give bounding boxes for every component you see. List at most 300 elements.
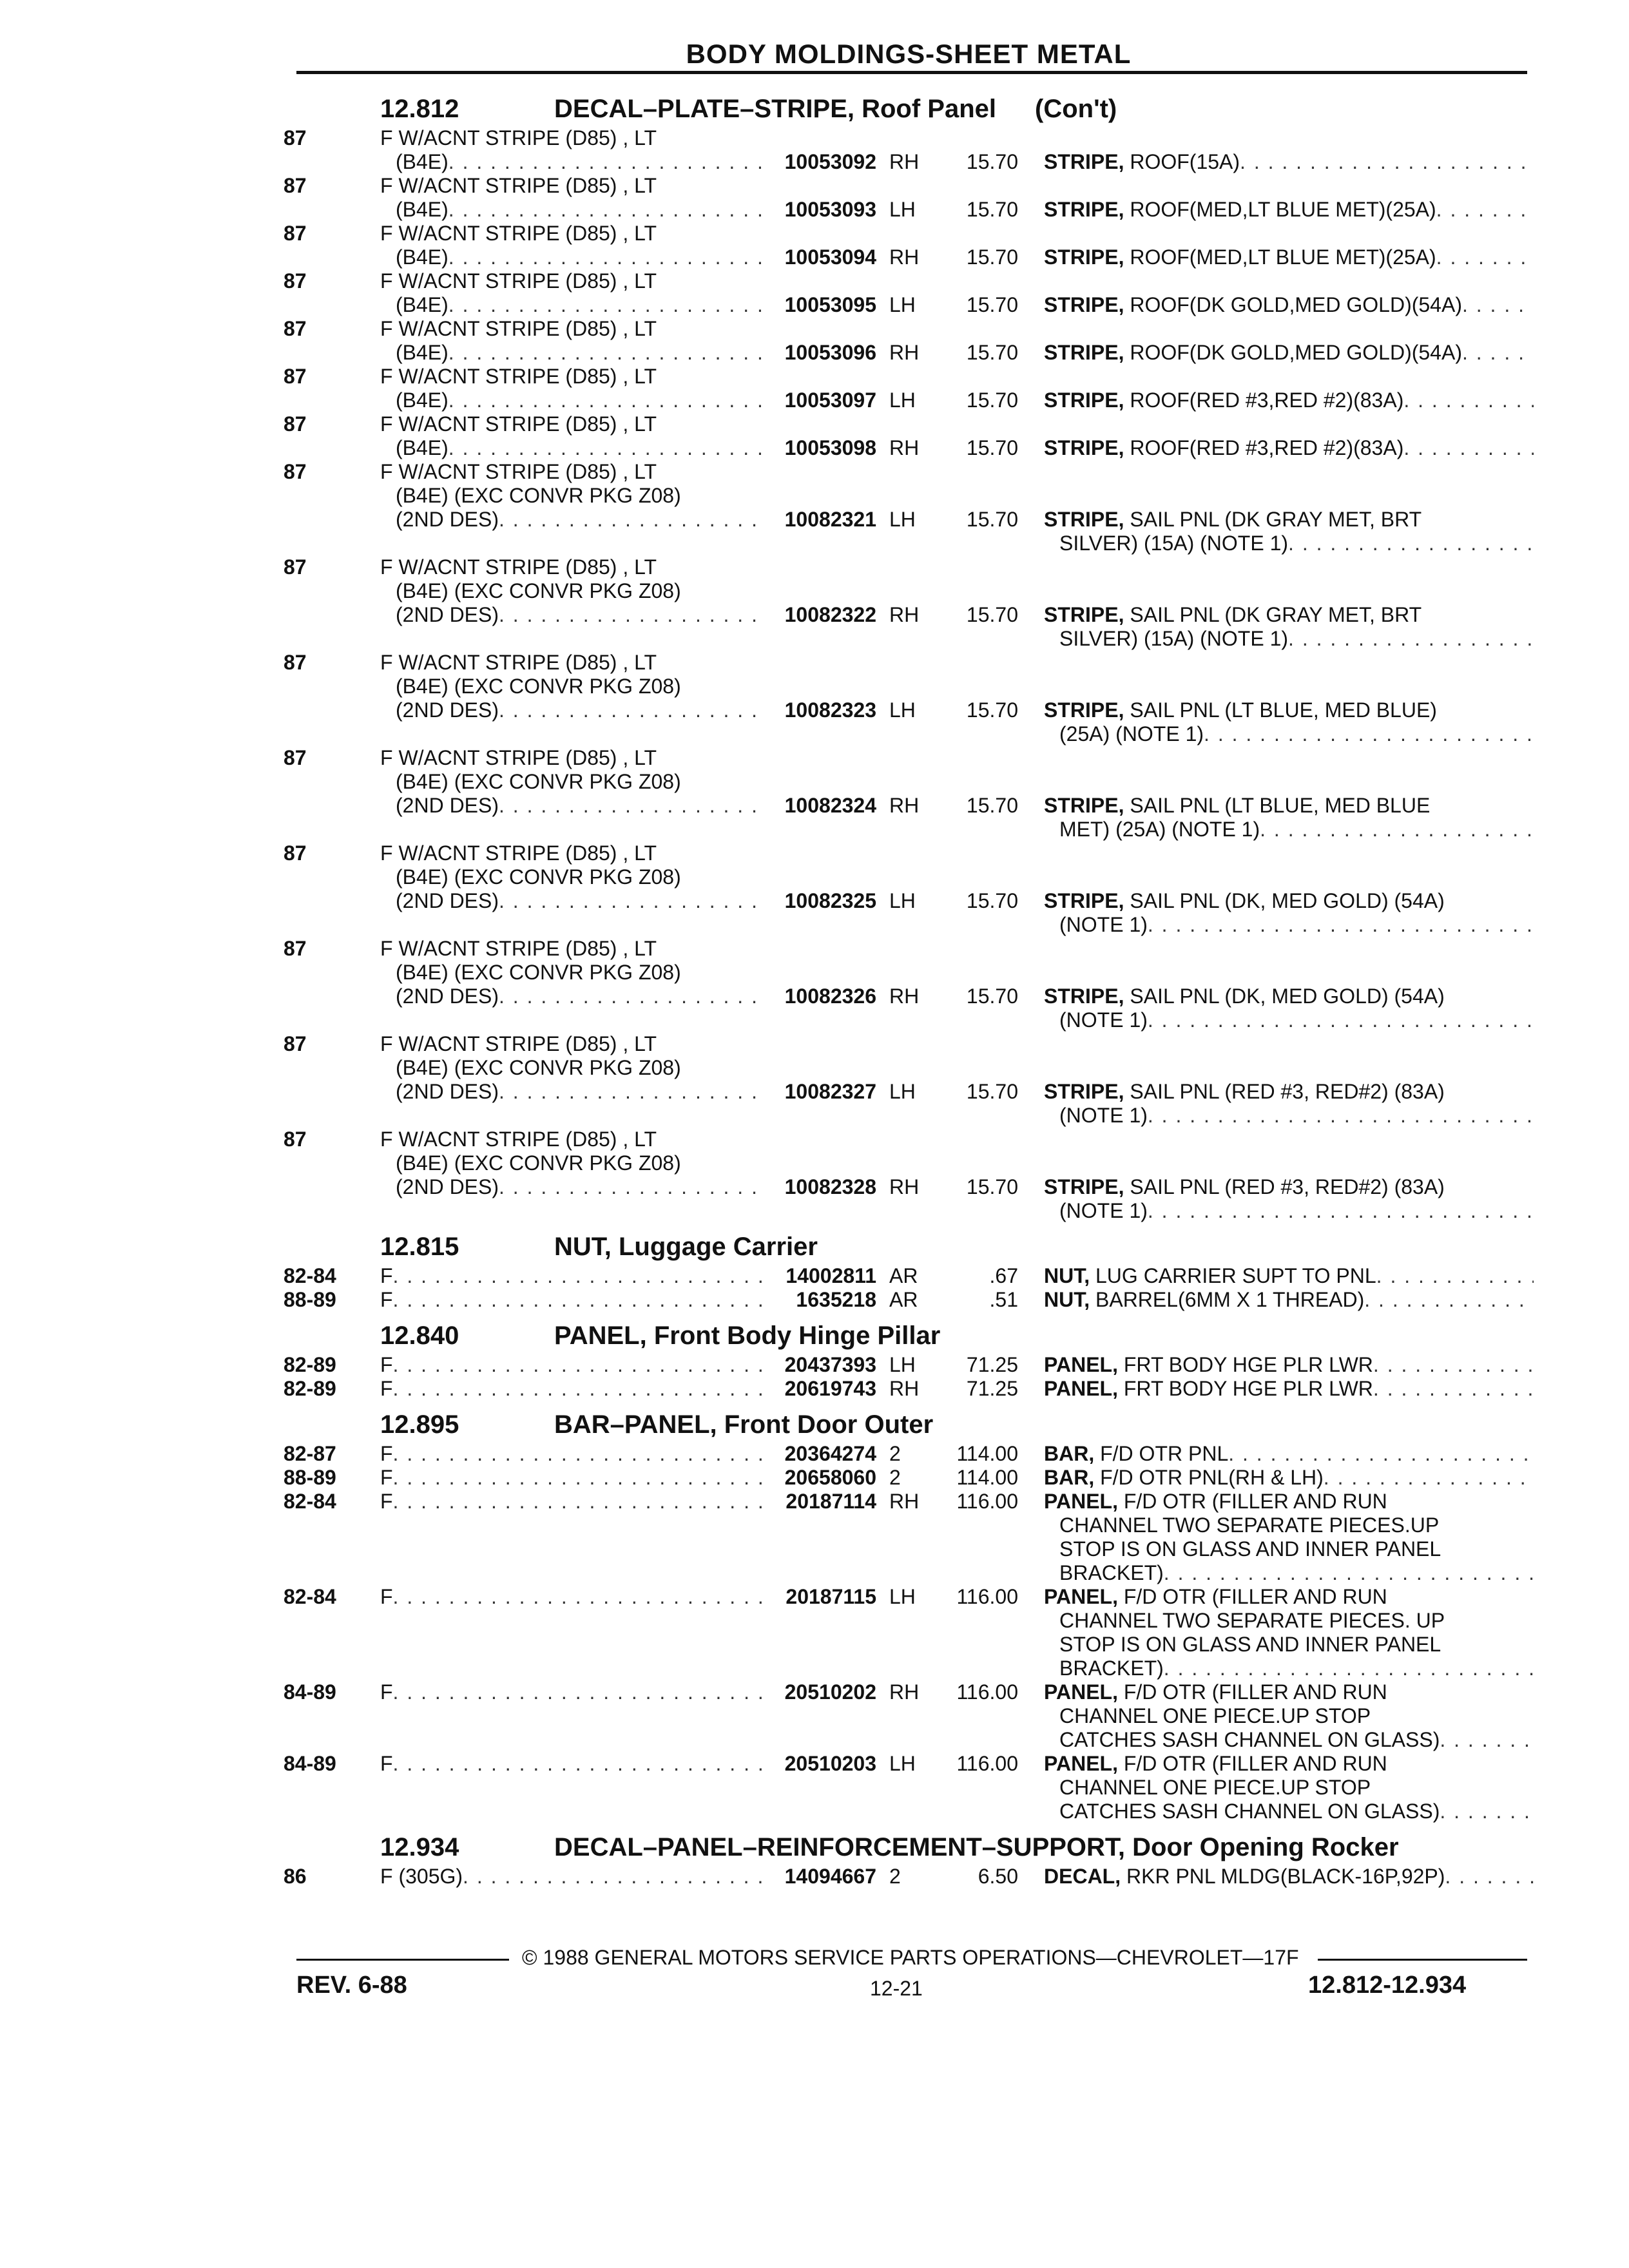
description-text: (B4E) xyxy=(396,198,448,221)
quantity: RH xyxy=(889,1377,920,1400)
item-text: (NOTE 1) xyxy=(1059,913,1148,936)
price: 114.00 xyxy=(956,1466,1018,1489)
section-header xyxy=(284,1223,1534,1264)
item-text: CATCHES SASH CHANNEL ON GLASS) xyxy=(1059,1728,1440,1751)
description-line xyxy=(380,1752,767,1776)
description-text: (B4E) xyxy=(396,389,448,412)
quantity: RH xyxy=(889,150,920,173)
leader-dots xyxy=(1403,436,1534,460)
price: 15.70 xyxy=(966,603,1018,626)
leader-dots xyxy=(448,150,767,174)
item-line xyxy=(1044,1104,1534,1128)
price: 15.70 xyxy=(966,1080,1018,1103)
quantity: 2 xyxy=(889,1865,901,1888)
footer-rule-right xyxy=(1318,1959,1527,1961)
application-description xyxy=(380,126,767,174)
application-description xyxy=(380,1128,767,1223)
description-text: (B4E) (EXC CONVR PKG Z08) xyxy=(396,675,681,698)
space xyxy=(1094,1442,1100,1466)
item-line xyxy=(1044,1609,1534,1633)
leader-dots xyxy=(448,436,767,460)
item-line xyxy=(1044,1776,1534,1800)
application-description xyxy=(380,1865,767,1888)
part-number: 14094667 xyxy=(784,1865,876,1888)
item-noun: STRIPE, xyxy=(1044,1080,1124,1103)
description-text: (B4E) (EXC CONVR PKG Z08) xyxy=(396,961,681,984)
leader-dots xyxy=(499,985,767,1008)
item-line xyxy=(1044,245,1534,269)
item-line xyxy=(1044,698,1534,722)
item-line xyxy=(1044,198,1534,222)
space xyxy=(1124,293,1130,317)
leader-dots xyxy=(1324,1466,1534,1490)
item-description xyxy=(1044,365,1534,412)
description-line xyxy=(380,1080,767,1104)
part-number: 20658060 xyxy=(784,1466,876,1489)
description-text: F W/ACNT STRIPE (D85) , LT xyxy=(380,651,657,674)
part-number: 14002811 xyxy=(786,1264,876,1287)
leader-dots xyxy=(499,1080,767,1104)
item-text: ROOF(DK GOLD,MED GOLD)(54A) xyxy=(1130,293,1462,316)
model-years: 87 xyxy=(284,937,307,960)
title-rule xyxy=(296,71,1527,74)
model-years: 87 xyxy=(284,555,307,579)
item-noun: STRIPE, xyxy=(1044,293,1124,316)
table-row xyxy=(284,412,1534,460)
table-row xyxy=(284,317,1534,365)
space xyxy=(1124,1175,1130,1199)
leader-dots xyxy=(393,1490,767,1514)
description-text: (2ND DES) xyxy=(396,1080,499,1103)
leader-dots xyxy=(499,698,767,722)
footer-page-number: 12-21 xyxy=(870,1977,923,2000)
leader-dots xyxy=(1228,1442,1534,1466)
space xyxy=(1124,341,1130,365)
model-years: 87 xyxy=(284,317,307,340)
page-title: BODY MOLDINGS-SHEET METAL xyxy=(686,39,1132,69)
part-number: 10082323 xyxy=(784,698,876,722)
item-description xyxy=(1044,841,1534,937)
description-text: F W/ACNT STRIPE (D85) , LT xyxy=(380,222,657,245)
model-years: 82-89 xyxy=(284,1353,336,1376)
description-text: F (305G) xyxy=(380,1865,463,1888)
section-header xyxy=(284,1312,1534,1353)
section-number: 12.812 xyxy=(380,95,459,123)
description-text: (B4E) (EXC CONVR PKG Z08) xyxy=(396,865,681,889)
description-text: F W/ACNT STRIPE (D85) , LT xyxy=(380,412,657,436)
description-text: (2ND DES) xyxy=(396,603,499,626)
price: 15.70 xyxy=(966,985,1018,1008)
section-number: 12.895 xyxy=(380,1410,459,1439)
item-description xyxy=(1044,1377,1534,1401)
description-text: F W/ACNT STRIPE (D85) , LT xyxy=(380,269,657,293)
table-row xyxy=(284,126,1534,174)
description-text: (B4E) (EXC CONVR PKG Z08) xyxy=(396,1056,681,1079)
table-row xyxy=(284,1865,1534,1888)
price: 116.00 xyxy=(956,1490,1018,1513)
model-years: 87 xyxy=(284,126,307,149)
part-number: 10082324 xyxy=(784,794,876,817)
item-description xyxy=(1044,460,1534,555)
item-line xyxy=(1044,722,1534,746)
application-description xyxy=(380,1680,767,1752)
model-years: 88-89 xyxy=(284,1466,336,1489)
description-text: (B4E) xyxy=(396,293,448,316)
item-text: ROOF(MED,LT BLUE MET)(25A) xyxy=(1130,198,1436,221)
footer-rule-left xyxy=(296,1959,509,1961)
leader-dots xyxy=(448,245,767,269)
quantity: LH xyxy=(889,198,916,221)
description-text: (B4E) (EXC CONVR PKG Z08) xyxy=(396,1151,681,1175)
space xyxy=(1118,1585,1124,1609)
leader-dots xyxy=(393,1377,767,1401)
description-line xyxy=(380,508,767,532)
item-text: CATCHES SASH CHANNEL ON GLASS) xyxy=(1059,1800,1440,1823)
model-years: 87 xyxy=(284,746,307,769)
quantity: LH xyxy=(889,1353,916,1376)
price: 6.50 xyxy=(978,1865,1018,1888)
table-row xyxy=(284,1680,1534,1752)
model-years: 82-84 xyxy=(284,1490,336,1513)
item-noun: STRIPE, xyxy=(1044,198,1124,221)
section-title-text: DECAL–PANEL–REINFORCEMENT–SUPPORT, Door Opening Rocker xyxy=(554,1833,1399,1861)
description-text: (2ND DES) xyxy=(396,1175,499,1198)
item-noun: STRIPE, xyxy=(1044,508,1124,531)
item-noun: STRIPE, xyxy=(1044,794,1124,817)
section-title-text: NUT, Luggage Carrier xyxy=(554,1233,818,1261)
part-number: 10082326 xyxy=(784,985,876,1008)
description-text: F W/ACNT STRIPE (D85) , LT xyxy=(380,1032,657,1055)
description-line xyxy=(380,1288,767,1312)
description-text: F xyxy=(380,1288,393,1311)
table-row xyxy=(284,841,1534,937)
price: 15.70 xyxy=(966,341,1018,364)
leader-dots xyxy=(1376,1264,1534,1288)
item-noun: PANEL, xyxy=(1044,1585,1118,1608)
part-number: 10053097 xyxy=(784,389,876,412)
item-line xyxy=(1044,1865,1534,1888)
section-header xyxy=(284,1401,1534,1442)
section-title xyxy=(554,95,1534,124)
item-description xyxy=(1044,1353,1534,1377)
item-noun: DECAL, xyxy=(1044,1865,1121,1888)
description-text: F W/ACNT STRIPE (D85) , LT xyxy=(380,555,657,579)
part-number: 20510203 xyxy=(784,1752,876,1775)
description-line xyxy=(380,603,767,627)
description-text: F W/ACNT STRIPE (D85) , LT xyxy=(380,317,657,340)
item-noun: STRIPE, xyxy=(1044,985,1124,1008)
application-description xyxy=(380,365,767,412)
quantity: RH xyxy=(889,1680,920,1704)
item-noun: BAR, xyxy=(1044,1466,1095,1489)
footer-revision: REV. 6-88 xyxy=(296,1972,407,1999)
item-description xyxy=(1044,1264,1534,1288)
model-years: 87 xyxy=(284,412,307,436)
item-noun: STRIPE, xyxy=(1044,698,1124,722)
part-number: 10053094 xyxy=(784,245,876,269)
item-text: STOP IS ON GLASS AND INNER PANEL xyxy=(1059,1633,1441,1656)
application-description xyxy=(380,1752,767,1823)
model-years: 87 xyxy=(284,269,307,293)
space xyxy=(1094,1466,1100,1490)
item-line xyxy=(1044,293,1534,317)
leader-dots xyxy=(393,1442,767,1466)
part-number: 10053096 xyxy=(784,341,876,364)
price: 116.00 xyxy=(956,1680,1018,1704)
application-description xyxy=(380,1288,767,1312)
price: 15.70 xyxy=(966,293,1018,316)
part-number: 20187114 xyxy=(786,1490,876,1513)
section-title xyxy=(554,1410,1534,1439)
section-header xyxy=(284,1823,1534,1865)
item-noun: PANEL, xyxy=(1044,1377,1118,1400)
description-text: (2ND DES) xyxy=(396,794,499,817)
description-line xyxy=(380,1680,767,1704)
price: 15.70 xyxy=(966,436,1018,459)
space xyxy=(1124,698,1130,722)
part-number: 10082325 xyxy=(784,889,876,912)
parts-catalog-content xyxy=(284,85,1534,1888)
item-text: SILVER) (15A) (NOTE 1) xyxy=(1059,532,1289,555)
item-description xyxy=(1044,1585,1534,1680)
price: 15.70 xyxy=(966,1175,1018,1198)
leader-dots xyxy=(448,293,767,317)
item-text: (25A) (NOTE 1) xyxy=(1059,722,1204,745)
description-text: F xyxy=(380,1680,393,1704)
quantity: 2 xyxy=(889,1466,901,1489)
description-text: (2ND DES) xyxy=(396,889,499,912)
leader-dots xyxy=(1204,722,1534,746)
leader-dots xyxy=(393,1353,767,1377)
item-noun: STRIPE, xyxy=(1044,389,1124,412)
item-description xyxy=(1044,1288,1534,1312)
item-line xyxy=(1044,436,1534,460)
space xyxy=(1124,150,1130,174)
description-line xyxy=(380,245,767,269)
leader-dots xyxy=(1164,1561,1534,1585)
part-number: 10053092 xyxy=(784,150,876,173)
item-line xyxy=(1044,603,1534,627)
item-line xyxy=(1044,1800,1534,1823)
description-text: F W/ACNT STRIPE (D85) , LT xyxy=(380,174,657,197)
description-line xyxy=(380,293,767,317)
model-years: 87 xyxy=(284,460,307,483)
application-description xyxy=(380,460,767,555)
part-number: 10082327 xyxy=(784,1080,876,1103)
item-text: SAIL PNL (DK GRAY MET, BRT xyxy=(1130,603,1422,626)
quantity: LH xyxy=(889,698,916,722)
application-description xyxy=(380,1466,767,1490)
price: 71.25 xyxy=(966,1377,1018,1400)
item-noun: PANEL, xyxy=(1044,1490,1118,1513)
item-text: F/D OTR PNL(RH & LH) xyxy=(1100,1466,1324,1489)
leader-dots xyxy=(393,1680,767,1704)
leader-dots xyxy=(1148,1008,1534,1032)
space xyxy=(1124,245,1130,269)
leader-dots xyxy=(1462,341,1534,365)
leader-dots xyxy=(1373,1377,1534,1401)
description-text: (B4E) (EXC CONVR PKG Z08) xyxy=(396,770,681,793)
item-text: ROOF(15A) xyxy=(1130,150,1240,173)
description-line xyxy=(380,794,767,818)
item-noun: PANEL, xyxy=(1044,1680,1118,1704)
description-text: (2ND DES) xyxy=(396,508,499,531)
description-text: F xyxy=(380,1585,393,1608)
item-noun: STRIPE, xyxy=(1044,150,1124,173)
leader-dots xyxy=(1440,1800,1534,1823)
description-text: (B4E) xyxy=(396,436,448,459)
item-line xyxy=(1044,889,1534,913)
space xyxy=(1090,1288,1095,1312)
item-line xyxy=(1044,1442,1534,1466)
quantity: RH xyxy=(889,245,920,269)
model-years: 87 xyxy=(284,1128,307,1151)
item-text: CHANNEL TWO SEPARATE PIECES. UP xyxy=(1059,1609,1445,1632)
section-number: 12.934 xyxy=(380,1833,459,1861)
item-text: SAIL PNL (RED #3, RED#2) (83A) xyxy=(1130,1080,1445,1103)
quantity: AR xyxy=(889,1288,918,1311)
space xyxy=(1124,889,1130,913)
item-text: SAIL PNL (DK GRAY MET, BRT xyxy=(1130,508,1422,531)
description-text: (B4E) xyxy=(396,150,448,173)
space xyxy=(1118,1490,1124,1514)
description-line xyxy=(380,1175,767,1199)
quantity: RH xyxy=(889,603,920,626)
item-line xyxy=(1044,508,1534,532)
description-text: F xyxy=(380,1442,393,1465)
item-description xyxy=(1044,1442,1534,1466)
section-title-text: PANEL, Front Body Hinge Pillar xyxy=(554,1321,941,1350)
quantity: LH xyxy=(889,293,916,316)
model-years: 88-89 xyxy=(284,1288,336,1311)
model-years: 87 xyxy=(284,651,307,674)
application-description xyxy=(380,1353,767,1377)
description-text: F W/ACNT STRIPE (D85) , LT xyxy=(380,746,657,769)
item-noun: STRIPE, xyxy=(1044,245,1124,269)
item-description xyxy=(1044,1490,1534,1585)
description-text: F W/ACNT STRIPE (D85) , LT xyxy=(380,126,657,149)
price: 15.70 xyxy=(966,245,1018,269)
price: 71.25 xyxy=(966,1353,1018,1376)
item-text: ROOF(RED #3,RED #2)(83A) xyxy=(1130,436,1404,459)
price: 15.70 xyxy=(966,794,1018,817)
table-row xyxy=(284,937,1534,1032)
item-line xyxy=(1044,1561,1534,1585)
item-line xyxy=(1044,341,1534,365)
item-description xyxy=(1044,1466,1534,1490)
item-line xyxy=(1044,1377,1534,1401)
description-line xyxy=(380,341,767,365)
item-text: SAIL PNL (LT BLUE, MED BLUE xyxy=(1130,794,1431,817)
leader-dots xyxy=(463,1865,767,1888)
table-row xyxy=(284,1752,1534,1823)
part-number: 20619743 xyxy=(784,1377,876,1400)
model-years: 87 xyxy=(284,1032,307,1055)
description-text: F W/ACNT STRIPE (D85) , LT xyxy=(380,365,657,388)
quantity: RH xyxy=(889,794,920,817)
leader-dots xyxy=(393,1752,767,1776)
description-line xyxy=(380,1490,767,1514)
leader-dots xyxy=(499,794,767,818)
table-row xyxy=(284,460,1534,555)
section-title xyxy=(554,1833,1534,1862)
leader-dots xyxy=(1436,245,1534,269)
price: 15.70 xyxy=(966,698,1018,722)
part-number: 10082321 xyxy=(784,508,876,531)
item-noun: NUT, xyxy=(1044,1288,1090,1311)
part-number: 20187115 xyxy=(786,1585,876,1608)
leader-dots xyxy=(393,1466,767,1490)
quantity: RH xyxy=(889,1175,920,1198)
item-text: F/D OTR (FILLER AND RUN xyxy=(1123,1490,1387,1513)
table-row xyxy=(284,365,1534,412)
item-text: F/D OTR (FILLER AND RUN xyxy=(1123,1752,1387,1775)
table-row xyxy=(284,746,1534,841)
application-description xyxy=(380,174,767,222)
space xyxy=(1124,508,1130,532)
item-text: ROOF(RED #3,RED #2)(83A) xyxy=(1130,389,1404,412)
price: 116.00 xyxy=(956,1752,1018,1775)
description-text: F xyxy=(380,1752,393,1775)
table-row xyxy=(284,555,1534,651)
model-years: 84-89 xyxy=(284,1680,336,1704)
description-text: (2ND DES) xyxy=(396,698,499,722)
leader-dots xyxy=(1440,1728,1534,1752)
price: .51 xyxy=(989,1288,1018,1311)
description-line xyxy=(380,150,767,174)
price: .67 xyxy=(989,1264,1018,1287)
item-text: BARREL(6MM X 1 THREAD) xyxy=(1095,1288,1365,1311)
item-noun: STRIPE, xyxy=(1044,889,1124,912)
description-text: (B4E) xyxy=(396,341,448,364)
application-description xyxy=(380,1377,767,1401)
leader-dots xyxy=(393,1288,767,1312)
description-line xyxy=(380,1264,767,1288)
quantity: RH xyxy=(889,1490,920,1513)
section-header xyxy=(284,85,1534,126)
part-number: 10053098 xyxy=(784,436,876,459)
item-line xyxy=(1044,818,1534,841)
leader-dots xyxy=(499,508,767,532)
price: 15.70 xyxy=(966,198,1018,221)
model-years: 82-84 xyxy=(284,1585,336,1608)
price: 116.00 xyxy=(956,1585,1018,1608)
item-text: (NOTE 1) xyxy=(1059,1104,1148,1127)
model-years: 87 xyxy=(284,841,307,865)
section-continued-note: (Con't) xyxy=(1035,95,1117,123)
description-text: (B4E) (EXC CONVR PKG Z08) xyxy=(396,484,681,507)
leader-dots xyxy=(499,1175,767,1199)
item-line xyxy=(1044,532,1534,555)
model-years: 87 xyxy=(284,365,307,388)
part-number: 20510202 xyxy=(784,1680,876,1704)
leader-dots xyxy=(499,889,767,913)
item-text: ROOF(DK GOLD,MED GOLD)(54A) xyxy=(1130,341,1462,364)
description-text: F W/ACNT STRIPE (D85) , LT xyxy=(380,841,657,865)
item-text: FRT BODY HGE PLR LWR xyxy=(1123,1353,1373,1376)
leader-dots xyxy=(1462,293,1534,317)
description-line xyxy=(380,985,767,1008)
leader-dots xyxy=(393,1264,767,1288)
application-description xyxy=(380,222,767,269)
quantity: 2 xyxy=(889,1442,901,1465)
item-line xyxy=(1044,1080,1534,1104)
description-text: F W/ACNT STRIPE (D85) , LT xyxy=(380,937,657,960)
item-line xyxy=(1044,1633,1534,1657)
item-line xyxy=(1044,1490,1534,1514)
model-years: 87 xyxy=(284,222,307,245)
section-number: 12.840 xyxy=(380,1321,459,1350)
